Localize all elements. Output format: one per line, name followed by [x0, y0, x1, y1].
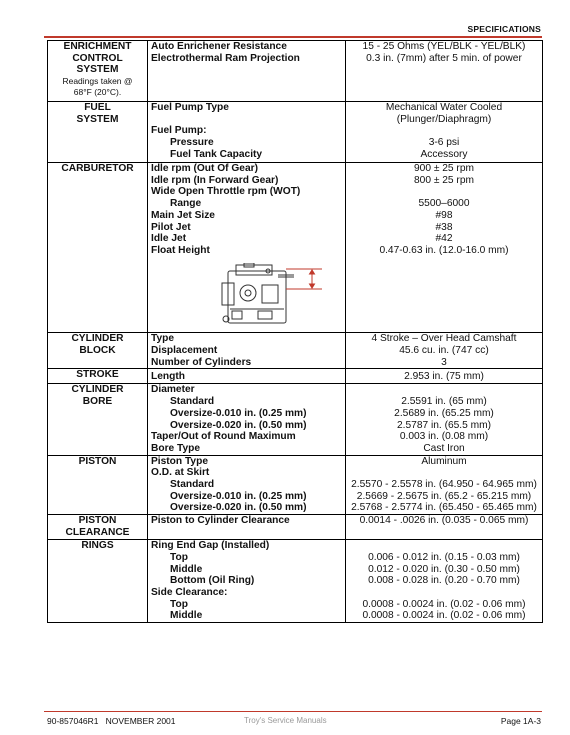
- labels-cylinder-block: [148, 333, 346, 369]
- spec-label: Pilot Jet: [151, 221, 191, 233]
- spec-label: Main Jet Size: [151, 209, 215, 221]
- footer-document-id: 90-857046R1 NOVEMBER 2001: [47, 716, 176, 726]
- spec-label: Length: [151, 370, 185, 382]
- category-cylinder-bore: [48, 384, 148, 455]
- spec-label: Idle Jet: [151, 233, 187, 245]
- values-fuel: [346, 102, 543, 163]
- category-piston: [48, 455, 148, 515]
- readings-note: 68°F (20°C).: [73, 87, 122, 98]
- spec-label: Number of Cylinders: [151, 356, 252, 368]
- spec-label: Oversize-0.010 in. (0.25 mm): [170, 490, 307, 502]
- values-stroke: [346, 369, 543, 384]
- spec-value: 3: [441, 356, 447, 368]
- category-enrichment: [48, 41, 148, 102]
- spacer: [349, 125, 539, 137]
- category-line: PISTON: [78, 455, 117, 467]
- spec-value: #38: [435, 221, 453, 233]
- values-piston-clearance: [346, 515, 543, 540]
- row-piston-clearance: [48, 515, 543, 540]
- spec-value: Accessory: [420, 148, 468, 160]
- row-cylinder-bore: [48, 384, 543, 455]
- spec-value: 3-6 psi: [428, 137, 460, 149]
- spec-label: Wide Open Throttle rpm (WOT): [151, 186, 301, 198]
- spec-label: Middle: [170, 563, 203, 575]
- spec-label: Idle rpm (Out Of Gear): [151, 163, 258, 174]
- spec-value: #98: [435, 209, 453, 221]
- category-line: CYLINDER: [71, 333, 124, 345]
- category-line: CLEARANCE: [65, 526, 130, 538]
- spec-value: 2.5591 in. (65 mm): [401, 396, 487, 408]
- category-stroke: [48, 369, 148, 384]
- category-piston-clearance: [48, 515, 148, 540]
- spec-value: Aluminum: [421, 455, 467, 467]
- spec-value: 0.008 - 0.028 in. (0.20 - 0.70 mm): [368, 575, 520, 587]
- spec-label: Piston to Cylinder Clearance: [151, 515, 290, 527]
- spec-label: Auto Enrichener Resistance: [151, 41, 287, 52]
- spacer: [151, 114, 342, 126]
- spec-label: Fuel Tank Capacity: [170, 148, 263, 160]
- spec-value: 2.5689 in. (65.25 mm): [394, 407, 494, 419]
- row-rings: [48, 540, 543, 623]
- spec-label: Standard: [170, 396, 215, 408]
- labels-piston-clearance: [148, 515, 346, 540]
- spec-label: Fuel Pump Type: [151, 102, 229, 113]
- labels-carburetor: [148, 163, 346, 333]
- spec-label: Bottom (Oil Ring): [170, 575, 255, 587]
- labels-rings: [148, 540, 346, 623]
- spec-label: Oversize-0.020 in. (0.50 mm): [170, 419, 307, 431]
- spec-label: Range: [170, 198, 202, 210]
- values-piston: [346, 455, 543, 515]
- values-carburetor: [346, 163, 543, 333]
- spec-label: Side Clearance:: [151, 586, 228, 598]
- category-cylinder-block: [48, 333, 148, 369]
- page-header-title: SPECIFICATIONS: [467, 24, 541, 34]
- spec-value: 45.6 cu. in. (747 cc): [399, 345, 489, 357]
- spec-value: 5500–6000: [418, 198, 470, 210]
- spec-label: Oversize-0.020 in. (0.50 mm): [170, 502, 307, 514]
- spacer: [349, 587, 539, 599]
- labels-enrichment: [148, 41, 346, 102]
- spec-value: 0.012 - 0.020 in. (0.30 - 0.50 mm): [368, 563, 520, 575]
- values-cylinder-bore: [346, 384, 543, 455]
- specifications-table: [47, 40, 543, 623]
- labels-fuel: [148, 102, 346, 163]
- readings-note: Readings taken @: [62, 76, 133, 87]
- category-fuel: [48, 102, 148, 163]
- spec-value: 900 ± 25 rpm: [414, 163, 474, 174]
- footer-watermark: Troy's Service Manuals: [244, 716, 327, 725]
- row-enrichment-control-system: [48, 41, 543, 102]
- spec-label: Top: [170, 598, 188, 610]
- category-line: BLOCK: [79, 345, 116, 357]
- spec-label: Top: [170, 551, 188, 563]
- spec-label: Electrothermal Ram Projection: [151, 52, 300, 64]
- spec-value: Cast Iron: [423, 442, 465, 454]
- category-line: CYLINDER: [71, 384, 124, 396]
- row-piston: [48, 455, 543, 515]
- header-divider: [44, 36, 542, 38]
- spec-value: 800 ± 25 rpm: [414, 174, 474, 186]
- spec-value: 0.0014 - .0026 in. (0.035 - 0.065 mm): [359, 515, 529, 527]
- spec-label: Piston Type: [151, 455, 208, 467]
- row-stroke: [48, 369, 543, 384]
- category-line: CONTROL: [72, 52, 123, 64]
- category-line: RINGS: [81, 540, 114, 552]
- spec-value: 2.5768 - 2.5774 in. (65.450 - 65.465 mm): [351, 502, 537, 514]
- spec-value: 0.47-0.63 in. (12.0-16.0 mm): [379, 244, 509, 256]
- labels-cylinder-bore: [148, 384, 346, 455]
- spec-label: O.D. at Skirt: [151, 467, 210, 479]
- category-line: BORE: [82, 396, 113, 408]
- spacer: [349, 540, 539, 552]
- footer-page-number: Page 1A-3: [500, 716, 541, 726]
- spec-value: (Plunger/Diaphragm): [396, 113, 492, 125]
- spec-label: Ring End Gap (Installed): [151, 540, 270, 552]
- category-rings: [48, 540, 148, 623]
- values-rings: [346, 540, 543, 623]
- spec-label: Middle: [170, 610, 203, 622]
- labels-piston: [148, 455, 346, 515]
- spec-value: 0.003 in. (0.08 mm): [399, 431, 489, 443]
- spec-value: 0.0008 - 0.0024 in. (0.02 - 0.06 mm): [362, 598, 526, 610]
- spacer: [349, 384, 539, 396]
- category-line: ENRICHMENT: [63, 41, 132, 52]
- spec-label: Displacement: [151, 345, 218, 357]
- spec-label: Taper/Out of Round Maximum: [151, 431, 296, 443]
- values-enrichment: [346, 41, 543, 102]
- carburetor-float-height-illustration: [218, 263, 328, 329]
- spec-value: 2.953 in. (75 mm): [404, 370, 484, 382]
- footer-divider: [44, 711, 542, 712]
- category-line: SYSTEM: [76, 64, 119, 76]
- category-line: FUEL: [84, 102, 111, 113]
- row-fuel-system: [48, 102, 543, 163]
- row-cylinder-block: [48, 333, 543, 369]
- spec-value: 2.5570 - 2.5578 in. (64.950 - 64.965 mm): [351, 479, 537, 491]
- spec-label: Bore Type: [151, 442, 201, 454]
- spec-value: 2.5787 in. (65.5 mm): [397, 419, 491, 431]
- spacer: [349, 467, 539, 479]
- spec-label: Oversize-0.010 in. (0.25 mm): [170, 407, 307, 419]
- row-carburetor: [48, 163, 543, 333]
- category-line: PISTON: [78, 515, 117, 527]
- category-line: CARBURETOR: [61, 163, 134, 174]
- values-cylinder-block: [346, 333, 543, 369]
- spacer: [349, 186, 539, 198]
- spec-label: Float Height: [151, 244, 210, 256]
- spec-value: 15 - 25 Ohms (YEL/BLK - YEL/BLK): [362, 41, 526, 52]
- spec-value: Mechanical Water Cooled: [385, 102, 503, 113]
- spec-label: Type: [151, 333, 175, 345]
- spec-value: 0.006 - 0.012 in. (0.15 - 0.03 mm): [368, 551, 520, 563]
- spec-label: Standard: [170, 479, 215, 491]
- spec-value: 0.0008 - 0.0024 in. (0.02 - 0.06 mm): [362, 610, 526, 622]
- spec-label: Diameter: [151, 384, 195, 396]
- spec-value: 4 Stroke – Over Head Camshaft: [371, 333, 517, 345]
- spec-label: Idle rpm (In Forward Gear): [151, 174, 279, 186]
- spec-value: 0.3 in. (7mm) after 5 min. of power: [366, 52, 522, 64]
- category-line: SYSTEM: [76, 113, 119, 125]
- spec-value: 2.5669 - 2.5675 in. (65.2 - 65.215 mm): [356, 490, 532, 502]
- spec-value: #42: [435, 233, 453, 245]
- labels-stroke: [148, 369, 346, 384]
- spec-label: Pressure: [170, 137, 214, 149]
- category-carburetor: [48, 163, 148, 333]
- spec-label: Fuel Pump:: [151, 125, 207, 137]
- category-line: STROKE: [76, 369, 119, 381]
